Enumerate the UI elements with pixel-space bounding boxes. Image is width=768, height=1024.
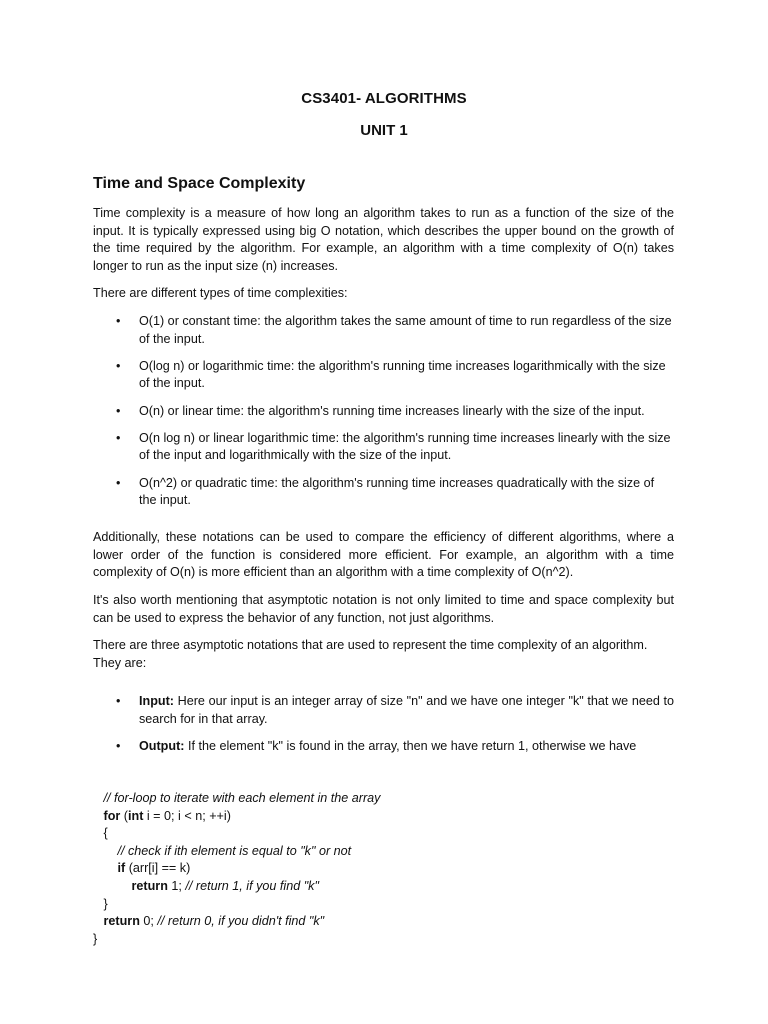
list-item: • O(log n) or logarithmic time: the algorithm's running time increases logarithmically with the size of the input.	[116, 358, 666, 391]
code-line: return 0; // return 0, if you didn't find "k"	[103, 914, 325, 929]
code-block	[93, 790, 693, 948]
bullet-icon: •	[116, 358, 121, 373]
input-text: Here our input is an integer array of size "n" and we have one integer "k" that we need to search for in that array.	[139, 694, 674, 726]
code-line: }	[93, 931, 98, 946]
section-heading: Time and Space Complexity	[93, 175, 306, 192]
bullet-icon: •	[116, 430, 121, 445]
complexity-types-list	[93, 313, 674, 519]
code-line: for (int i = 0; i < n; ++i)	[103, 808, 231, 823]
intro-paragraph: Time complexity is a measure of how long an algorithm takes to run as a function of the size of the input. It is typically expressed using big O notation, which describes the upper bound on the growth of the time required by the algorithm. For example, an algorithm with a time complexity of O(n) takes longer to run as the input size (n) increases.	[93, 206, 674, 273]
list-item: • O(n^2) or quadratic time: the algorithm's running time increases quadratically with the size of the input.	[116, 475, 655, 508]
worth-paragraph: It's also worth mentioning that asymptotic notation is not only limited to time and space complexity but can be used to express the behavior of any function, not just algorithms.	[93, 593, 674, 625]
bullet-icon: •	[116, 314, 121, 328]
code-line: // check if ith element is equal to "k" or not	[117, 843, 352, 858]
three-notations-paragraph: There are three asymptotic notations that are used to represent the time complexity of an algorithm. They are:	[93, 638, 648, 670]
bullet-icon: •	[116, 403, 121, 418]
code-line: return 1; // return 1, if you find "k"	[131, 878, 319, 893]
unit-title: UNIT 1	[360, 122, 408, 139]
list-item	[93, 738, 674, 756]
additional-paragraph: Additionally, these notations can be used to compare the efficiency of different algorithms, where a lower order of the function is considered more efficient. For example, an algorithm with a time complexity of O(n) is more efficient than an algorithm with a time complexity of O(n^2).	[93, 530, 674, 580]
code-line: if (arr[i] == k)	[117, 861, 191, 876]
list-item: • O(n log n) or linear logarithmic time: the algorithm's running time increases linearly with the size of the input and logarithmically with the size of the input.	[116, 430, 671, 463]
code-line: }	[103, 896, 108, 911]
bullet-icon: •	[116, 694, 121, 708]
input-label: Input:	[139, 694, 174, 708]
list-item: • O(n) or linear time: the algorithm's running time increases linearly with the size of the input.	[93, 403, 674, 421]
bullet-icon: •	[116, 475, 121, 490]
course-title: CS3401- ALGORITHMS	[301, 90, 467, 107]
output-text: If the element "k" is found in the array, then we have return 1, otherwise we have	[184, 738, 637, 753]
types-intro: There are different types of time complexities:	[93, 286, 348, 300]
list-item: • O(1) or constant time: the algorithm takes the same amount of time to run regardless of the size of the input.	[116, 314, 672, 346]
io-list	[93, 693, 674, 765]
list-item	[93, 693, 674, 728]
code-line: {	[103, 826, 108, 841]
output-label: Output:	[139, 738, 185, 753]
bullet-icon: •	[116, 738, 121, 753]
code-line: // for-loop to iterate with each element in the array	[103, 791, 381, 805]
